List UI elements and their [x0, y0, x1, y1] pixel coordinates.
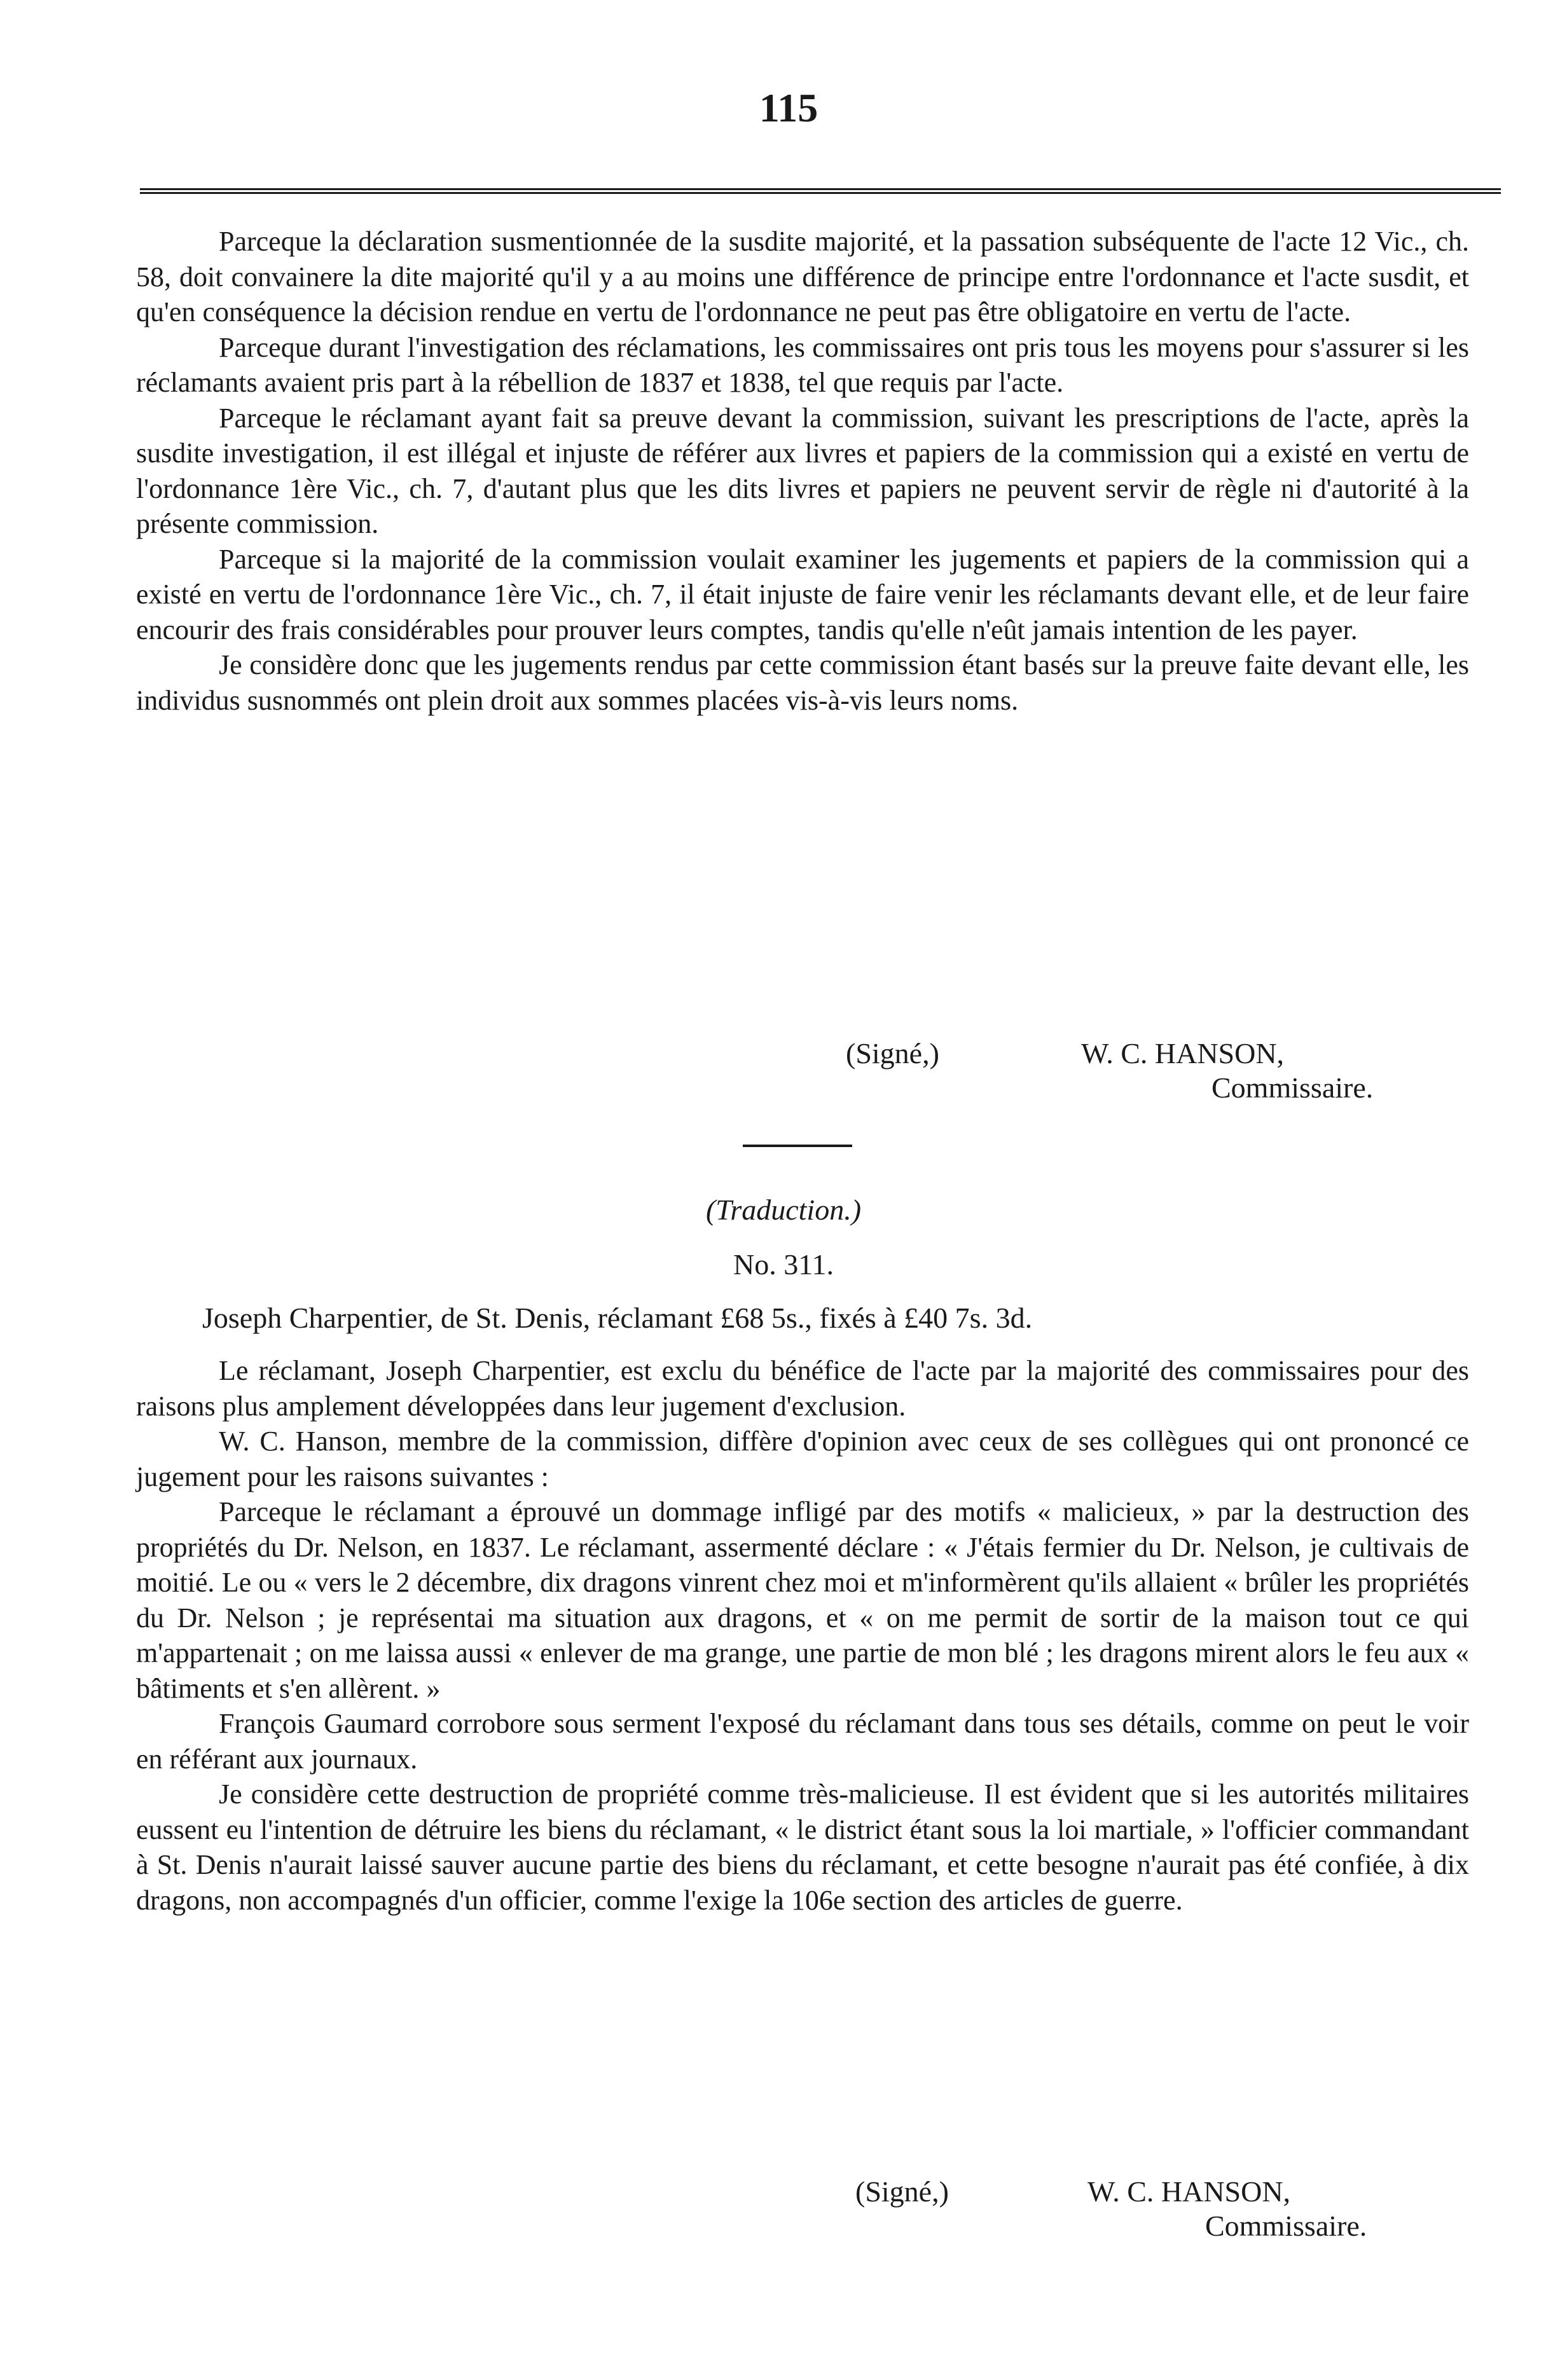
- section-divider: [743, 1145, 852, 1147]
- paragraph: Parceque le réclamant ayant fait sa preuve devant la commission, suivant les prescriptions de l'acte, après la susdite investigation, il est illégal et injuste de référer aux livres et papiers de la commission qui a existé en vertu de l'ordonnance 1ère Vic., ch. 7, d'autant plus que les dits livres et papiers ne peuvent servir de règle ni d'autorité à la présente commission.: [136, 402, 1469, 539]
- paragraph: Je considère cette destruction de propriété comme très-malicieuse. Il est évident que si les autorités militaires eussent eu l'intention de détruire les biens du réclamant, « le district étant sous la loi martiale, » l'officier commandant à St. Denis n'aurait laissé sauver aucune partie des biens du réclamant, et cette besogne n'aurait pas été confiée, à dix dragons, non accompagnés d'un officier, comme l'exige la 106e section des articles de guerre.: [136, 1778, 1469, 1916]
- signed-label: (Signé,): [855, 2175, 949, 2208]
- paragraph: Je considère donc que les jugements rendus par cette commission étant basés sur la preuve faite devant elle, les individus susnommés ont plein droit aux sommes placées vis-à-vis leurs noms.: [136, 649, 1469, 716]
- signer-title: Commissaire.: [1211, 1071, 1374, 1104]
- document-number: No. 311.: [733, 1248, 834, 1281]
- signed-label: (Signé,): [846, 1037, 939, 1070]
- page-number: 115: [759, 85, 818, 130]
- translation-label: (Traduction.): [705, 1193, 862, 1226]
- paragraph: François Gaumard corrobore sous serment l'exposé du réclamant dans tous ses détails, comme on peut le voir en référant aux journaux.: [136, 1708, 1469, 1775]
- paragraph: Parceque le réclamant a éprouvé un dommage infligé par des motifs « malicieux, » par la destruction des propriétés du Dr. Nelson, en 1837. Le réclamant, assermenté déclare : « J'étais fermier du Dr. Nelson, je cultivais de moitié. Le ou « vers le 2 décembre, dix dragons vinrent chez moi et m'informèrent qu'ils allaient « brûler les propriétés du Dr. Nelson ; je représentai ma situation aux dragons, et « on me permit de sortir de la maison tout ce qui m'appartenait ; on me laissa aussi « enlever de ma grange, une partie de mon blé ; les dragons mirent alors le feu aux « bâtiments et s'en allèrent. »: [136, 1496, 1469, 1704]
- paragraph: Parceque si la majorité de la commission voulait examiner les jugements et papiers de la commission qui a existé en vertu de l'ordonnance 1ère Vic., ch. 7, il était injuste de faire venir les réclamants devant elle, et de leur faire encourir des frais considérables pour prouver leurs comptes, tandis qu'elle n'eût jamais intention de les payer.: [136, 543, 1469, 645]
- signer-title: Commissaire.: [1205, 2210, 1367, 2242]
- paragraph: Parceque la déclaration susmentionnée de la susdite majorité, et la passation subséquente de l'acte 12 Vic., ch. 58, doit convainere la dite majorité qu'il y a au moins une différence de principe entre l'ordonnance et l'acte susdit, et qu'en conséquence la décision rendue en vertu de l'ordonnance ne peut pas être obligatoire en vertu de l'acte.: [136, 226, 1469, 327]
- judgment-text-block: [136, 1353, 1469, 1918]
- paragraph: Le réclamant, Joseph Charpentier, est exclu du bénéfice de l'acte par la majorité des commissaires pour des raisons plus amplement développées dans leur jugement d'exclusion.: [136, 1355, 1469, 1422]
- header-rule: [140, 188, 1501, 194]
- paragraph: W. C. Hanson, membre de la commission, diffère d'opinion avec ceux de ses collègues qui ont prononcé ce jugement pour les raisons suivantes :: [136, 1426, 1469, 1492]
- signer-name: W. C. HANSON,: [1081, 1037, 1285, 1070]
- claim-heading: Joseph Charpentier, de St. Denis, réclamant £68 5s., fixés à £40 7s. 3d.: [202, 1302, 1033, 1334]
- paragraph: Parceque durant l'investigation des réclamations, les commissaires ont pris tous les moyens pour s'assurer si les réclamants avaient pris part à la rébellion de 1837 et 1838, tel que requis par l'acte.: [136, 331, 1469, 398]
- signer-name: W. C. HANSON,: [1087, 2175, 1291, 2208]
- opinion-text-block: [136, 224, 1469, 718]
